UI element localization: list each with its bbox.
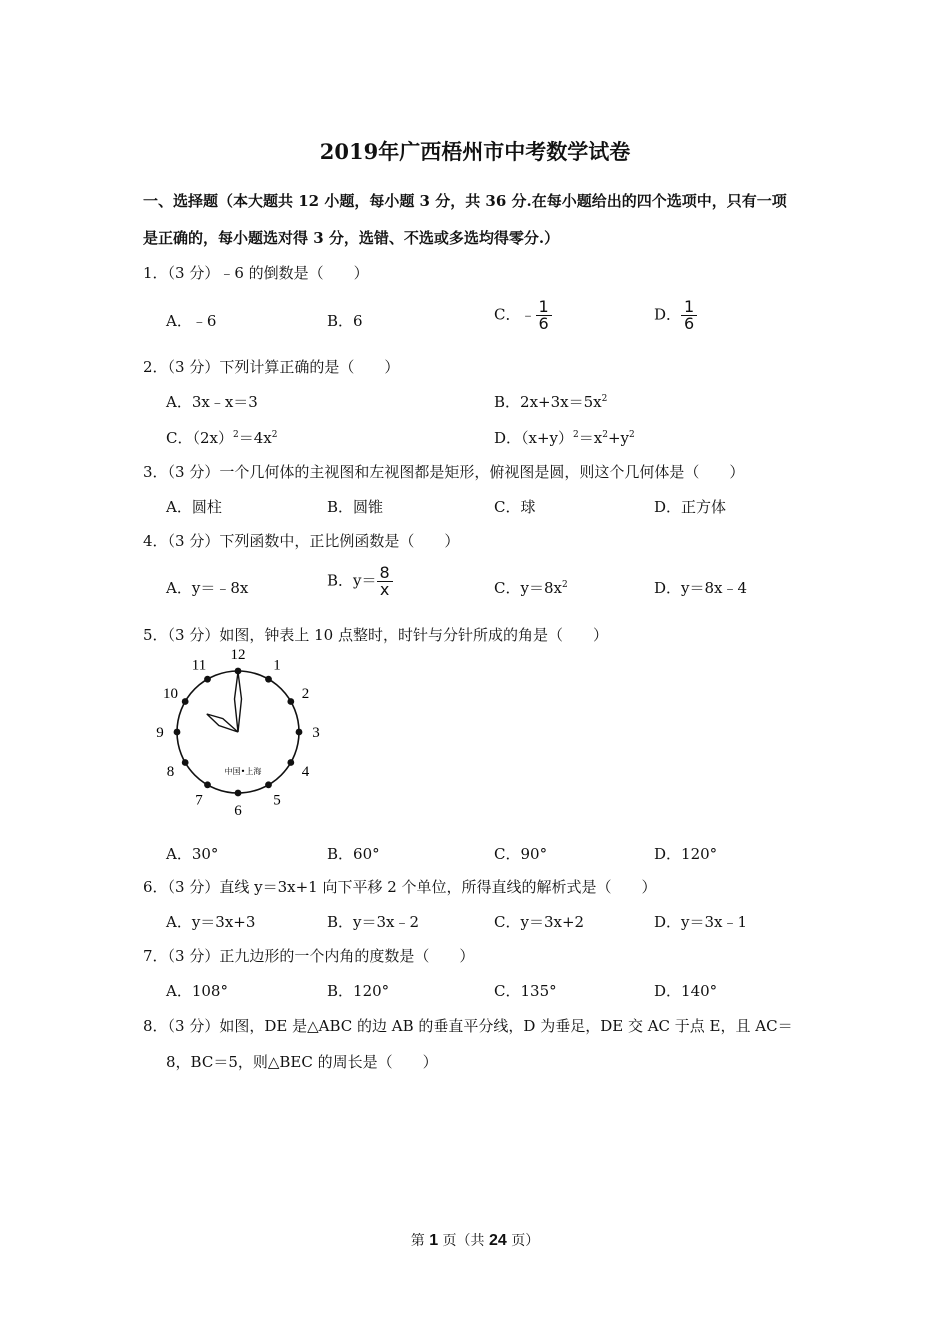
clock-number: 5: [273, 792, 281, 809]
clock-tick-dot: [182, 759, 189, 766]
q6-option-b: B．y＝3x﹣2: [327, 913, 420, 931]
clock-tick-dot: [265, 781, 272, 788]
clock-number: 6: [234, 803, 242, 819]
q7-option-d: D．140°: [654, 982, 718, 1000]
clock-number: 7: [195, 792, 203, 809]
minute-hand: [235, 672, 242, 732]
q4-option-a: [166, 577, 248, 598]
q2-b-label: B．: [494, 393, 521, 411]
q3-option-c: C．球: [494, 498, 536, 516]
footer-pre: 第: [410, 1233, 430, 1249]
q5-option-b: B．60°: [327, 845, 380, 863]
q2-d-rest1: ＝x: [578, 429, 603, 447]
clock-brand-label: 中国•上海: [224, 767, 262, 776]
q1-d-label: D．: [654, 305, 682, 324]
q2-d-sup1: 2: [573, 430, 579, 440]
q1-c-denominator: 6: [538, 314, 549, 333]
q2-option-a: [166, 391, 258, 412]
q5-option-d: D．120°: [654, 845, 718, 863]
q6-stem: 6．（3 分）直线 y＝3x+1 向下平移 2 个单位，所得直线的解析式是（ ）: [143, 878, 657, 896]
q2-c-sup1: 2: [233, 430, 239, 440]
q2-b-expr: 2x+3x＝5x: [520, 393, 602, 411]
q2-d-label: D．: [494, 429, 522, 447]
q4-b-numerator: 8: [377, 565, 393, 582]
q1-c-numerator: 1: [536, 299, 552, 316]
q7-stem: 7．（3 分）正九边形的一个内角的度数是（ ）: [143, 947, 475, 965]
q2-d-expr: （x+y）: [521, 429, 574, 447]
q2-option-d: [494, 427, 635, 448]
q4-c-expr: y＝8x: [520, 579, 562, 597]
footer-total-pages: 24: [489, 1232, 507, 1249]
q2-a-label: A．: [166, 393, 192, 411]
q3-option-a: A．圆柱: [166, 498, 222, 516]
clock-tick-dot: [182, 698, 189, 705]
q4-option-b: [327, 565, 393, 598]
clock-number: 8: [166, 764, 175, 780]
q2-d-sup2: 2: [602, 430, 608, 440]
clock-tick-dot: [287, 698, 294, 705]
clock-figure: [156, 647, 325, 819]
q7-option-b: B．120°: [327, 982, 390, 1000]
q1-option-a: A．﹣6: [166, 312, 217, 330]
q4-b-label: B．: [327, 571, 354, 590]
page-title: 2019年广西梧州市中考数学试卷: [319, 139, 631, 164]
footer-mid: 页（共: [438, 1233, 489, 1249]
clock-tick-dot: [174, 729, 181, 736]
q2-d-rest2: +y: [607, 429, 630, 447]
q4-option-c: [494, 577, 568, 598]
q2-c-rest: ＝4x: [238, 429, 272, 447]
q3-option-b: B．圆锥: [327, 498, 384, 516]
clock-tick-dot: [204, 676, 211, 683]
q1-option-d: [654, 299, 697, 332]
q4-c-label: C．: [494, 579, 521, 597]
clock-number: 11: [191, 657, 207, 674]
q1-c-label: C．: [494, 305, 521, 324]
q3-stem: 3．（3 分）一个几何体的主视图和左视图都是矩形，俯视图是圆，则这个几何体是（ ）: [143, 463, 745, 481]
footer-page-number: 1: [429, 1232, 439, 1249]
clock-number: 10: [162, 686, 178, 702]
q1-option-b: B．6: [327, 312, 363, 330]
q2-option-c: [166, 427, 277, 448]
clock-number: 3: [312, 725, 320, 741]
q5-option-c: C．90°: [494, 845, 548, 863]
clock-number: 9: [156, 725, 164, 741]
q8-stem-line2: 8，BC＝5，则△BEC 的周长是（ ）: [166, 1053, 438, 1071]
q5-stem: 5．（3 分）如图，钟表上 10 点整时，时针与分针所成的角是（ ）: [143, 626, 608, 644]
clock-number: 12: [230, 647, 246, 663]
q4-d-label: D．: [654, 579, 682, 597]
q7-option-c: C．135°: [494, 982, 557, 1000]
clock-number: 2: [301, 686, 310, 702]
q6-option-d: D．y＝3x﹣1: [654, 913, 748, 931]
q4-b-lhs: y＝: [353, 571, 377, 590]
q4-b-denominator: x: [379, 580, 390, 599]
q2-a-expr: 3x﹣x＝3: [191, 393, 258, 411]
q2-b-sup: 2: [601, 394, 608, 404]
clock-tick-dot: [235, 790, 242, 797]
q2-c-expr: （2x）: [192, 429, 233, 447]
q4-a-label: A．: [166, 579, 192, 597]
clock-tick-dot: [287, 759, 294, 766]
q6-option-a: A．y＝3x+3: [166, 913, 256, 931]
q3-option-d: D．正方体: [654, 498, 727, 516]
q4-option-d: [654, 577, 747, 598]
clock-number: 1: [273, 657, 281, 674]
q1-d-numerator: 1: [681, 299, 697, 316]
q4-a-expr: y＝﹣8x: [191, 579, 249, 597]
q2-d-sup3: 2: [629, 430, 635, 440]
footer-post: 页）: [506, 1233, 540, 1249]
q2-c-label: C．: [166, 429, 193, 447]
q4-c-sup: 2: [561, 580, 568, 590]
q2-option-b: [494, 391, 607, 412]
q6-option-c: C．y＝3x+2: [494, 913, 585, 931]
q8-stem-line1: 8．（3 分）如图，DE 是△ABC 的边 AB 的垂直平分线，D 为垂足，DE 交 AC 于点 E，且 AC＝: [143, 1017, 793, 1035]
hour-hand: [207, 714, 238, 732]
section-header-line1: 一、选择题（本大题共 12 小题，每小题 3 分，共 36 分.在每小题给出的四个选项中，只有一项: [143, 192, 787, 210]
page-footer: [0, 1230, 950, 1250]
q1-option-c: [494, 299, 552, 332]
q1-c-sign: ﹣: [520, 305, 536, 324]
clock-tick-dot: [296, 729, 303, 736]
q5-option-a: A．30°: [166, 845, 219, 863]
section-header-line2: 是正确的，每小题选对得 3 分，选错、不选或多选均得零分.）: [143, 229, 560, 247]
clock-number: 4: [301, 764, 310, 780]
q2-stem: 2．（3 分）下列计算正确的是（ ）: [143, 358, 400, 376]
q2-c-sup2: 2: [271, 430, 278, 440]
q7-option-a: A．108°: [166, 982, 228, 1000]
q4-stem: 4．（3 分）下列函数中，正比例函数是（ ）: [143, 532, 460, 550]
q4-d-expr: y＝8x﹣4: [681, 579, 748, 597]
q1-d-denominator: 6: [684, 314, 695, 333]
q1-stem: 1．（3 分）﹣6 的倒数是（ ）: [143, 264, 369, 282]
clock-tick-dot: [265, 676, 272, 683]
clock-tick-dot: [204, 781, 211, 788]
